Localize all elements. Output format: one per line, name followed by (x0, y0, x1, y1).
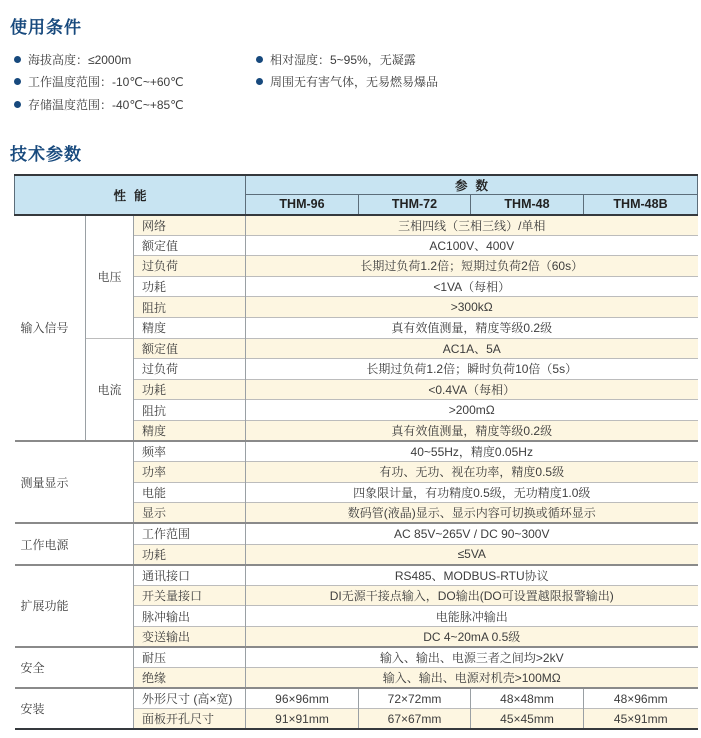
param-value: 真有效值测量，精度等级0.2级 (246, 317, 698, 338)
subgroup-label: 电压 (86, 215, 134, 339)
bullet-text: 海拔高度：≤2000m (28, 52, 132, 67)
param-name: 电能 (134, 482, 246, 503)
usage-conditions-list (14, 48, 701, 116)
param-name: 通讯接口 (134, 565, 246, 586)
table-row (15, 338, 698, 359)
param-value: DI无源干接点输入，DO输出(DO可设置越限报警输出) (246, 585, 698, 606)
param-name: 耐压 (134, 647, 246, 668)
param-value: 真有效值测量，精度等级0.2级 (246, 420, 698, 441)
table-row (15, 441, 698, 462)
param-value-model: 48×96mm (584, 688, 698, 709)
table-row (15, 523, 698, 544)
bullet-icon (256, 78, 263, 85)
param-value-model: 48×48mm (471, 688, 584, 709)
param-name: 额定值 (134, 235, 246, 256)
usage-list-right (256, 48, 438, 116)
bullet-icon (14, 78, 21, 85)
param-value: DC 4~20mA 0.5级 (246, 626, 698, 647)
param-value: 长期过负荷1.2倍；短期过负荷2倍（60s） (246, 256, 698, 277)
bullet-item (14, 71, 256, 94)
table-row (15, 215, 698, 236)
param-name: 脉冲输出 (134, 606, 246, 627)
param-value: 电能脉冲输出 (246, 606, 698, 627)
group-label: 工作电源 (15, 523, 134, 564)
param-value: 40~55Hz，精度0.05Hz (246, 441, 698, 462)
param-value: ≤5VA (246, 544, 698, 565)
param-name: 过负荷 (134, 359, 246, 380)
usage-conditions-title: 使用条件 (10, 18, 82, 37)
header-model: THM-48B (584, 195, 698, 215)
param-name: 功率 (134, 462, 246, 483)
param-name: 绝缘 (134, 668, 246, 689)
param-value: 数码管(液晶)显示、显示内容可切换或循环显示 (246, 503, 698, 524)
param-value: AC100V、400V (246, 235, 698, 256)
bullet-item (256, 71, 438, 94)
header-model: THM-48 (471, 195, 584, 215)
bullet-icon (14, 56, 21, 63)
param-name: 过负荷 (134, 256, 246, 277)
param-value: RS485、MODBUS-RTU协议 (246, 565, 698, 586)
table-row (15, 647, 698, 668)
param-value: 三相四线（三相三线）/单相 (246, 215, 698, 236)
table-row (15, 565, 698, 586)
param-value: 长期过负荷1.2倍；瞬时负荷10倍（5s） (246, 359, 698, 380)
bullet-icon (14, 101, 21, 108)
param-name: 阻抗 (134, 400, 246, 421)
header-model: THM-96 (246, 195, 359, 215)
param-value: <1VA（每相） (246, 276, 698, 297)
group-label: 安全 (15, 647, 134, 688)
header-performance: 性能 (15, 175, 246, 215)
param-name: 网络 (134, 215, 246, 236)
header-model: THM-72 (359, 195, 471, 215)
param-name: 精度 (134, 317, 246, 338)
bullet-item (256, 48, 438, 71)
param-name: 精度 (134, 420, 246, 441)
param-value: 四象限计量，有功精度0.5级，无功精度1.0级 (246, 482, 698, 503)
group-label: 输入信号 (15, 215, 86, 442)
param-value: AC1A、5A (246, 338, 698, 359)
usage-list-left (14, 48, 256, 116)
param-value: 有功、无功、视在功率，精度0.5级 (246, 462, 698, 483)
param-value-model: 96×96mm (246, 688, 359, 709)
param-name: 频率 (134, 441, 246, 462)
spec-table (14, 174, 698, 731)
param-name: 工作范围 (134, 523, 246, 544)
param-name: 功耗 (134, 544, 246, 565)
param-value: <0.4VA（每相） (246, 379, 698, 400)
bullet-icon (256, 56, 263, 63)
bullet-text: 周围无有害气体，无易燃易爆品 (270, 75, 439, 90)
bullet-item (14, 93, 256, 116)
param-value-model: 45×45mm (471, 709, 584, 730)
param-name: 阻抗 (134, 297, 246, 318)
param-name: 功耗 (134, 379, 246, 400)
group-label: 安装 (15, 688, 134, 729)
tech-params-title: 技术参数 (10, 144, 82, 164)
bullet-text: 存储温度范围：-40℃~+85℃ (28, 97, 184, 112)
group-label: 测量显示 (15, 441, 134, 523)
param-name: 外形尺寸 (高×宽) (134, 688, 246, 709)
param-name: 额定值 (134, 338, 246, 359)
table-row (15, 688, 698, 709)
bullet-text: 相对湿度：5~95%，无凝露 (270, 52, 416, 67)
param-value: >200mΩ (246, 400, 698, 421)
param-name: 面板开孔尺寸 (134, 709, 246, 730)
param-value-model: 72×72mm (359, 688, 471, 709)
param-value-model: 45×91mm (584, 709, 698, 730)
param-value: 输入、输出、电源对机壳>100MΩ (246, 668, 698, 689)
param-name: 开关量接口 (134, 585, 246, 606)
param-value-model: 67×67mm (359, 709, 471, 730)
subgroup-label: 电流 (86, 338, 134, 441)
param-value-model: 91×91mm (246, 709, 359, 730)
param-value: >300kΩ (246, 297, 698, 318)
header-parameter: 参数 (246, 175, 698, 195)
param-value: AC 85V~265V / DC 90~300V (246, 523, 698, 544)
bullet-text: 工作温度范围：-10℃~+60℃ (28, 75, 184, 90)
param-name: 功耗 (134, 276, 246, 297)
param-name: 变送输出 (134, 626, 246, 647)
param-value: 输入、输出、电源三者之间均>2kV (246, 647, 698, 668)
bullet-item (14, 48, 256, 71)
param-name: 显示 (134, 503, 246, 524)
group-label: 扩展功能 (15, 565, 134, 647)
